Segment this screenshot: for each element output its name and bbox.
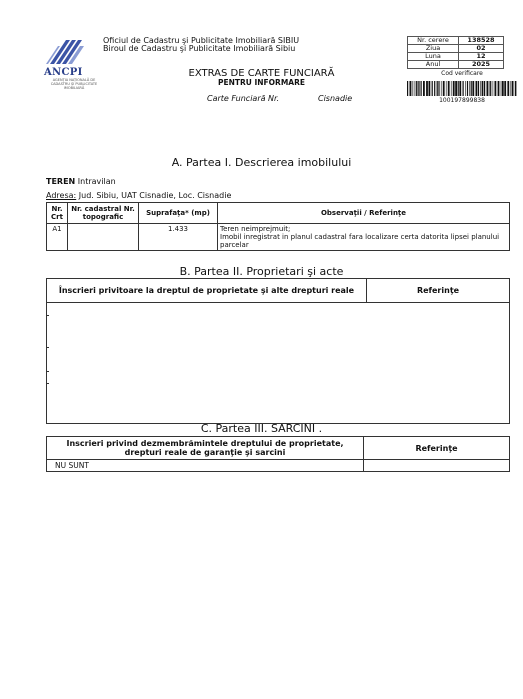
logo-subtext: AGENȚIA NAȚIONALĂ DE CADASTRU ȘI PUBLICITATE IMOBILIARĂ [50, 78, 98, 90]
info-label: Nr. cerere [408, 37, 459, 45]
teren-line [46, 177, 116, 186]
barcode-icon [407, 81, 517, 96]
verification-code-value: 100197899838 [439, 97, 485, 104]
teren-value: Intravilan [77, 177, 116, 186]
teren-label: TEREN [46, 177, 76, 186]
encumbrances-value: NU SUNT [47, 460, 364, 472]
column-header: Suprafaţa* (mp) [139, 203, 218, 224]
info-label: Luna [408, 53, 459, 61]
part-c-heading: C. Partea III. SARCINI . [200, 422, 323, 435]
owners-table [46, 278, 510, 424]
cf-number-label: Carte Funciară Nr. [207, 94, 280, 103]
encumbrances-table [46, 436, 510, 472]
references-column-header: Referinţe [367, 279, 509, 303]
info-row [408, 45, 504, 53]
table-row [47, 460, 510, 472]
ancpi-logo-icon [46, 36, 86, 66]
office-line-1: Oficiul de Cadastru şi Publicitate Imobiliară SIBIU [103, 36, 300, 45]
column-header: Nr. cadastral Nr. topografic [68, 203, 139, 224]
document-subtitle: PENTRU INFORMARE [218, 78, 305, 87]
adresa-label: Adresa: [46, 191, 77, 200]
column-header: Nr. Crt [47, 203, 68, 224]
part-a-heading: A. Partea I. Descrierea imobilului [171, 156, 352, 169]
references-value [364, 460, 510, 472]
table-row [47, 224, 510, 251]
row-marker [46, 347, 49, 348]
info-label: Anul [408, 61, 459, 69]
info-value: 2025 [459, 61, 504, 69]
cf-city: Cisnadie [318, 94, 353, 103]
adresa-line [46, 191, 231, 200]
owners-column-header: Înscrieri privitoare la dreptul de proprietate şi alte drepturi reale [47, 279, 367, 303]
office-line-2: Biroul de Cadastru şi Publicitate Imobiliară Sibiu [103, 44, 296, 53]
info-value: 02 [459, 45, 504, 53]
column-header: Observaţii / Referinţe [218, 203, 510, 224]
info-label: Ziua [408, 45, 459, 53]
document-title: EXTRAS DE CARTE FUNCIARĂ [188, 68, 335, 79]
property-description-table [46, 202, 510, 251]
info-row [408, 37, 504, 45]
info-value: 12 [459, 53, 504, 61]
row-marker [46, 315, 49, 316]
row-observatii: Teren neimprejmuit; Imobil inregistrat in planul cadastral fara localizare certa datorita lipsei planului parcelar [218, 224, 510, 251]
references-column-header: Referinţe [364, 437, 510, 460]
row-marker [46, 371, 49, 372]
encumbrances-column-header: Inscrieri privind dezmembrămintele dreptului de proprietate, drepturi reale de garanţie şi sarcini [47, 437, 364, 460]
info-row [408, 61, 504, 69]
row-suprafata: 1.433 [139, 224, 218, 251]
request-info-table [407, 36, 504, 69]
row-marker [46, 383, 49, 384]
adresa-value: Jud. Sibiu, UAT Cisnadie, Loc. Cisnadie [78, 191, 232, 200]
part-b-heading: B. Partea II. Proprietari şi acte [179, 265, 344, 278]
logo-text: ANCPI [44, 67, 83, 78]
info-value: 138528 [459, 37, 504, 45]
row-cadastral [68, 224, 139, 251]
verification-code-label: Cod verificare [441, 70, 483, 77]
row-nr: A1 [47, 224, 68, 251]
